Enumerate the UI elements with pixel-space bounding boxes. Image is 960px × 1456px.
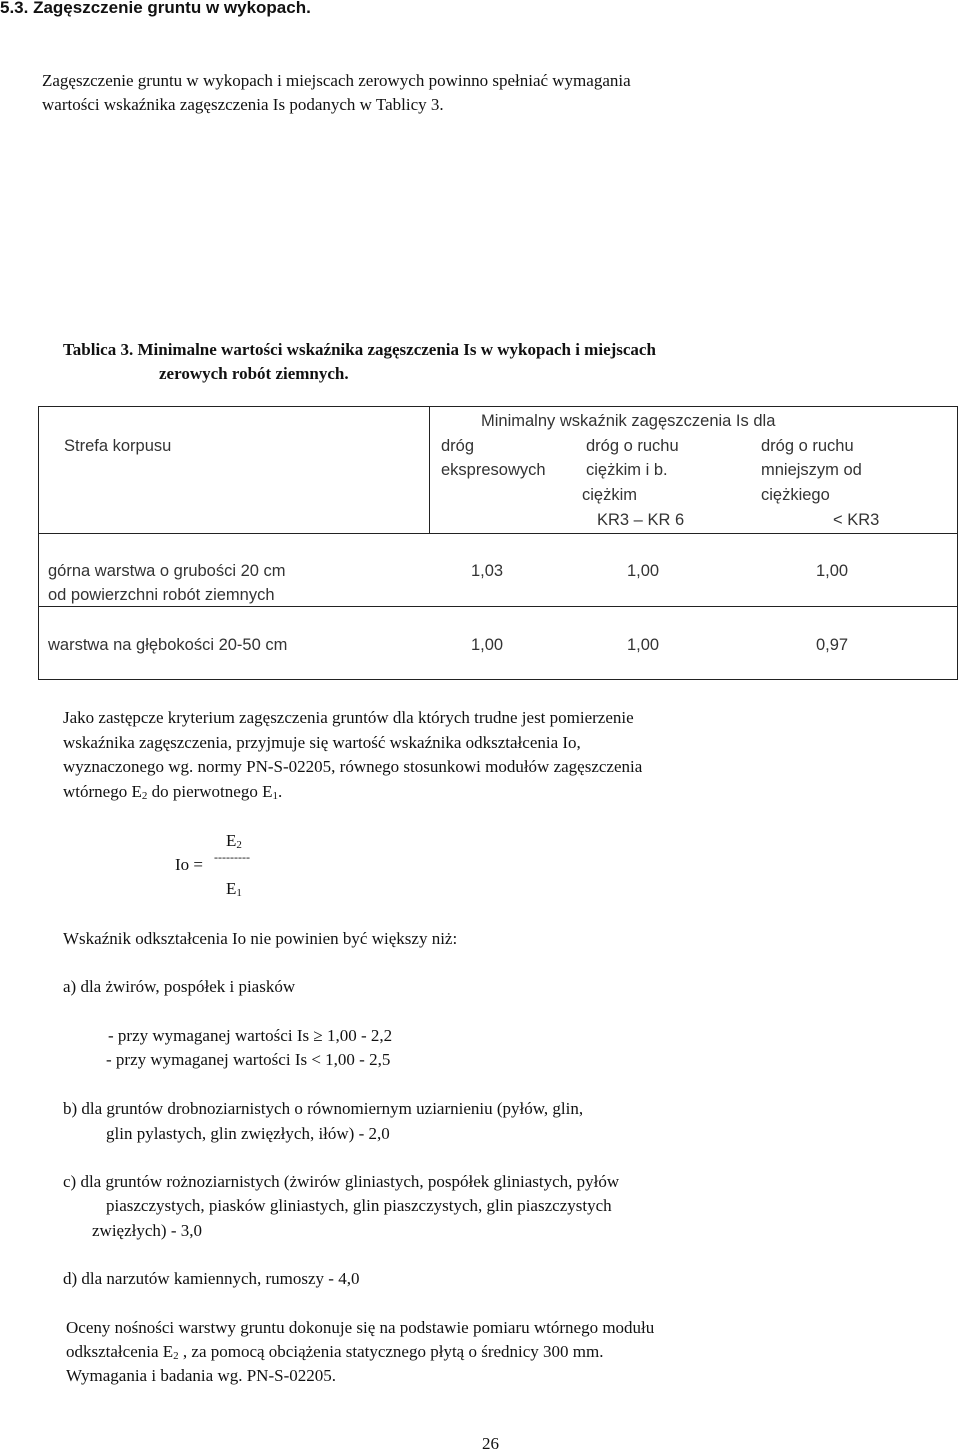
col-header-heavy-2: ciężkim i b. xyxy=(586,461,668,479)
limits-d: d) dla narzutów kamiennych, rumoszy - 4,0 xyxy=(63,1269,360,1288)
table-divider-zone xyxy=(429,407,430,533)
formula-numerator: $E_2$ xyxy=(226,831,242,851)
limits-a-2: - przy wymaganej wartości Is < 1,00 - 2,5 xyxy=(106,1050,391,1069)
limits-c-line-2: piaszczystych, piasków gliniastych, glin piaszczystych, glin piaszczystych xyxy=(106,1196,612,1215)
formula-fraction-bar: --------- xyxy=(214,850,250,864)
limits-intro: Wskaźnik odkształcenia Io nie powinien być większy niż: xyxy=(63,929,458,948)
col-header-heavy-1: dróg o ruchu xyxy=(586,437,679,455)
limits-b-line-1: b) dla gruntów drobnoziarnistych o równomiernym uziarnieniu (pyłów, glin, xyxy=(63,1099,584,1118)
page-number: 26 xyxy=(482,1434,499,1453)
row1-value-light: 1,00 xyxy=(816,562,849,580)
is-requirements-table xyxy=(38,406,958,680)
group-header: Minimalny wskaźnik zagęszczenia Is dla xyxy=(481,412,776,430)
table-caption-line-2: zerowych robót ziemnych. xyxy=(159,364,349,383)
col-header-light-2: mniejszym od xyxy=(761,461,862,479)
limits-c-line-1: c) dla gruntów rożnoziarnistych (żwirów gliniastych, pospółek gliniastych, pyłów xyxy=(63,1172,620,1191)
bearing-line-2: odkształcenia $E_2$ , za pomocą obciążenia statycznego płytą o średnicy 300 mm. xyxy=(66,1342,604,1362)
limits-a-title: a) dla żwirów, pospółek i piasków xyxy=(63,977,296,996)
row1-zone-line-1: górna warstwa o grubości 20 cm xyxy=(48,562,286,580)
col-header-light-1: dróg o ruchu xyxy=(761,437,854,455)
table-divider-header xyxy=(39,533,957,534)
col-header-expressways-2: ekspresowych xyxy=(441,461,546,479)
row2-value-heavy: 1,00 xyxy=(627,636,660,654)
col-header-heavy-4: KR3 – KR 6 xyxy=(597,511,685,529)
bearing-line-3: Wymagania i badania wg. PN-S-02205. xyxy=(66,1366,336,1385)
row2-value-light: 0,97 xyxy=(816,636,849,654)
col-header-light-3: ciężkiego xyxy=(761,486,830,504)
formula-denominator: $E_1$ xyxy=(226,879,242,899)
col-header-expressways-1: dróg xyxy=(441,437,475,455)
criterion-line-2: wskaźnika zagęszczenia, przyjmuje się wartość wskaźnika odkształcenia Io, xyxy=(63,733,581,752)
row1-value-heavy: 1,00 xyxy=(627,562,660,580)
row1-zone-line-2: od powierzchni robót ziemnych xyxy=(48,586,275,604)
limits-c-line-3: zwięzłych) - 3,0 xyxy=(92,1221,202,1240)
table-caption-line-1: Tablica 3. Minimalne wartości wskaźnika zagęszczenia Is w wykopach i miejscach xyxy=(63,340,656,359)
row1-value-expressways: 1,03 xyxy=(471,562,504,580)
intro-line-2: wartości wskaźnika zagęszczenia Is podanych w Tablicy 3. xyxy=(42,95,444,114)
row2-value-expressways: 1,00 xyxy=(471,636,504,654)
criterion-line-4: wtórnego $E_2$ do pierwotnego $E_1$. xyxy=(63,782,283,802)
section-heading: 5.3. Zagęszczenie gruntu w wykopach. xyxy=(0,0,311,17)
bearing-line-1: Oceny nośności warstwy gruntu dokonuje się na podstawie pomiaru wtórnego modułu xyxy=(66,1318,655,1337)
intro-line-1: Zagęszczenie gruntu w wykopach i miejscach zerowych powinno spełniać wymagania xyxy=(42,71,631,90)
col-header-light-4: < KR3 xyxy=(833,511,880,529)
limits-b-line-2: glin pylastych, glin zwięzłych, iłów) - 2,0 xyxy=(106,1124,390,1143)
col-header-heavy-3: ciężkim xyxy=(582,486,638,504)
limits-a-1: - przy wymaganej wartości Is ≥ 1,00 - 2,2 xyxy=(108,1024,392,1048)
zone-header: Strefa korpusu xyxy=(64,437,172,455)
criterion-line-3: wyznaczonego wg. normy PN-S-02205, równego stosunkowi modułów zagęszczenia xyxy=(63,757,643,776)
formula-lhs: Io = xyxy=(175,855,203,874)
criterion-line-1: Jako zastępcze kryterium zagęszczenia gruntów dla których trudne jest pomierzenie xyxy=(63,708,634,727)
row2-zone: warstwa na głębokości 20-50 cm xyxy=(48,636,288,654)
greater-equal-symbol: ≥ xyxy=(313,1026,323,1045)
